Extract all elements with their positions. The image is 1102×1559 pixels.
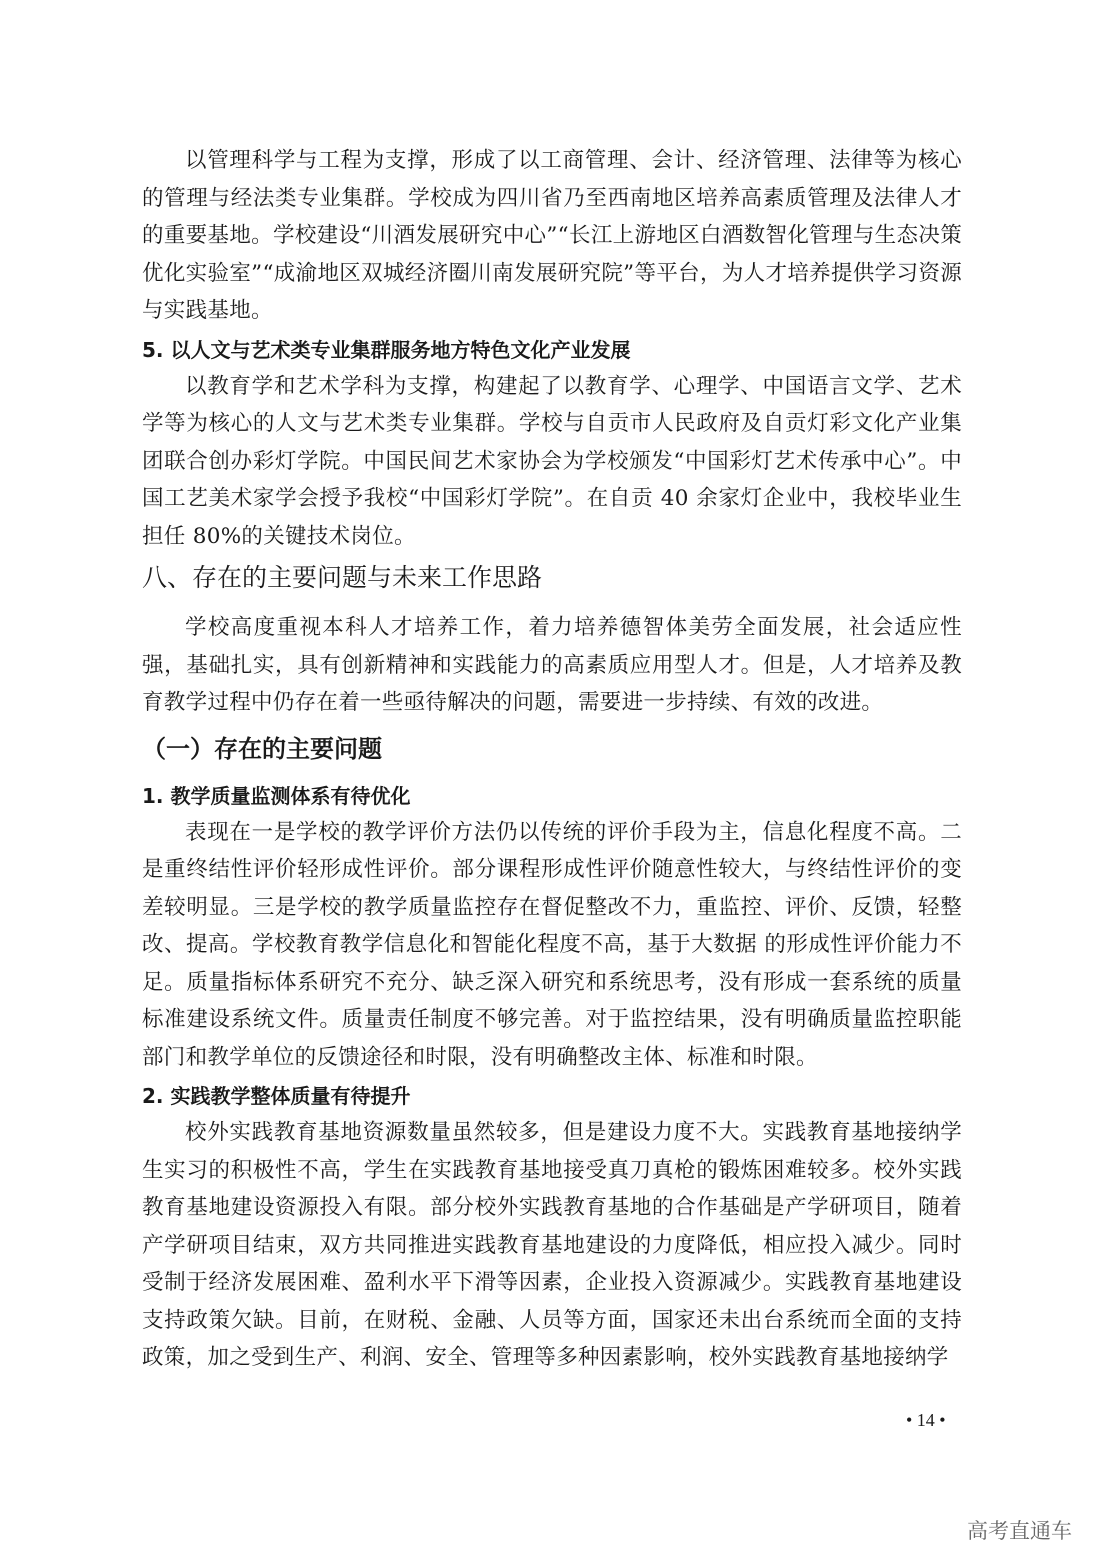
paragraph-section-intro: 学校高度重视本科人才培养工作，着力培养德智体美劳全面发展，社会适应性强，基础扎实，具有创新精神和实践能力的高素质应用型人才。但是，人才培养及教育教学过程中仍存在着一些亟待解决的问题，需要进一步持续、有效的改进。 (142, 615, 962, 715)
heading-item-1: 1. 教学质量监测体系有待优化 (142, 783, 411, 808)
paragraph-humanities-cluster: 以教育学和艺术学科为支撑，构建起了以教育学、心理学、中国语言文学、艺术学等为核心的人文与艺术类专业集群。学校与自贡市人民政府及自贡灯彩文化产业集团联合创办彩灯学院。中国民间艺术家协会为学校颁发“中国彩灯艺术传承中心”。中国工艺美术家学会授予我校“中国彩灯学院”。在自贡 40 余家灯企业中，我校毕业生担任 80%的关键技术岗位。 (142, 373, 962, 549)
heading-item-5: 5. 以人文与艺术类专业集群服务地方特色文化产业发展 (142, 337, 631, 362)
document-page (142, 142, 962, 1377)
paragraph-management-cluster: 以管理科学与工程为支撑，形成了以工商管理、会计、经济管理、法律等为核心的管理与经法类专业集群。学校成为四川省乃至西南地区培养高素质管理及法律人才的重要基地。学校建设“川酒发展研究中心”“长江上游地区白酒数智化管理与生态决策优化实验室”“成渝地区双城经济圈川南发展研究院”等平台，为人才培养提供学习资源与实践基地。 (142, 148, 962, 323)
page-number: • 14 • (906, 1410, 946, 1430)
heading-item-2: 2. 实践教学整体质量有待提升 (142, 1084, 411, 1108)
subsection-heading-1: （一）存在的主要问题 (142, 734, 382, 763)
paragraph-quality-monitoring: 表现在一是学校的教学评价方法仍以传统的评价手段为主，信息化程度不高。二是重终结性评价轻形成性评价。部分课程形成性评价随意性较大，与终结性评价的变差较明显。三是学校的教学质量监控存在督促整改不力，重监控、评价、反馈，轻整改、提高。学校教育教学信息化和智能化程度不高，基于大数据 的形成性评价能力不足。质量指标体系研究不充分、缺乏深入研究和系统思考，没有形成一套系统的质量标准建设系统文件。质量责任制度不够完善。对于监控结果，没有明确质量监控职能部门和教学单位的反馈途径和时限，没有明确整改主体、标准和时限。 (142, 819, 962, 1070)
watermark-text: 高考直通车 (967, 1519, 1072, 1543)
section-heading-8: 八、存在的主要问题与未来工作思路 (142, 563, 543, 592)
paragraph-practice-teaching: 校外实践教育基地资源数量虽然较多，但是建设力度不大。实践教育基地接纳学生实习的积极性不高，学生在实践教育基地接受真刀真枪的锻炼困难较多。校外实践教育基地建设资源投入有限。部分校外实践教育基地的合作基础是产学研项目，随着产学研项目结束，双方共同推进实践教育基地建设的力度降低，相应投入减少。同时受制于经济发展困难、盈利水平下滑等因素，企业投入资源减少。实践教育基地建设支持政策欠缺。目前，在财税、金融、人员等方面，国家还未出台系统而全面的支持政策，加之受到生产、利润、安全、管理等多种因素影响，校外实践教育基地接纳学 (142, 1120, 962, 1370)
